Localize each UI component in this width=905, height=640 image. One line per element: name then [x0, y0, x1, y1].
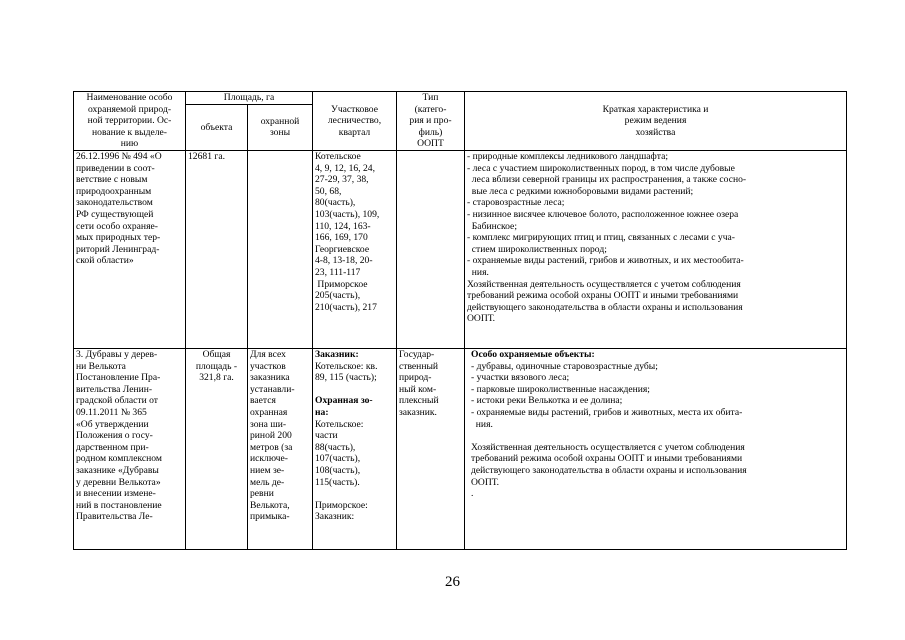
header-name: Наименование особо охраняемой природ- ной территории. Ос- нование к выделе- нию: [74, 92, 186, 151]
protected-areas-table: [73, 91, 847, 550]
row1-description: - природные комплексы ледникового ландшафта; - леса с участием широколиственных пород, в том числе дубовые леса вблизи северной границы их распространения, а также сосно- вые леса с редкими южноборовыми видами растений; - старовозрастные леса; - низинное висячее ключевое болото, расположенное южнее озера Бабинское; - комплекс мигрирующих птиц и птиц, связанных с лесами с уча- стием широколиственных пород; - охраняемые виды растений, грибов и животных, и их местообита- ния. Хозяйственная деятельность осуществляется с учетом соблюдения требований режима особой охраны ООПТ и иными требованиями действующего законодательства в области охраны и использования ООПТ.: [465, 150, 847, 348]
row1-area-buffer: [248, 150, 313, 348]
page-number: 26: [445, 574, 460, 590]
row2-type: Государ- ственный природ- ный ком- плексный заказник.: [397, 348, 465, 549]
header-type: Тип (катего- рия и про- филь) ООПТ: [397, 92, 465, 151]
header-description: Краткая характеристика и режим ведения хозяйства: [465, 92, 847, 151]
table-row: [74, 348, 847, 549]
row1-forestry: Котельское 4, 9, 12, 16, 24, 27-29, 37, 38, 50, 68, 80(часть), 103(часть), 109, 110, 124, 163- 166, 169, 170 Георгиевское 4-8, 13-18, 20- 23, 111-117 Приморское 205(часть), 210(часть), 217: [313, 150, 397, 348]
row2-forestry: Заказник: Котельское: кв. 89, 115 (часть); Охранная зо- на: Котельское: части 88(часть), 107(часть), 108(часть), 115(часть). Приморское: Заказник:: [313, 348, 397, 549]
table-header-row-1: [74, 92, 847, 105]
row2-area-buffer: Для всех участков заказника устанавли- вается охранная зона ши- риной 200 метров (за исключе- нием зе- мель де- ревни Велькота, примыка-: [248, 348, 313, 549]
header-area-buffer: охранной зоны: [248, 105, 313, 151]
row1-type: [397, 150, 465, 348]
header-area-object: объекта: [186, 105, 248, 151]
row1-name: 26.12.1996 № 494 «О приведении в соот- ветствие с новым природоохранным законодательством РФ существующей сети особо охраняе- мых природных тер- риторий Ленинград- ской области»: [74, 150, 186, 348]
row2-name: 3. Дубравы у дерев- ни Велькота Постановление Пра- вительства Ленин- градской области от 09.11.2011 № 365 «Об утверждении Положения о госу- дарственном при- родном комплексном заказнике «Дубравы у деревни Велькота» и внесении измене- ний в постановление Правительства Ле-: [74, 348, 186, 549]
table-row: [74, 150, 847, 348]
row2-area-object: Общая площадь - 321,8 га.: [186, 348, 248, 549]
row2-description: Особо охраняемые объекты: - дубравы, одиночные старовозрастные дубы; - участки вязового леса; - парковые широколиственные насаждения; - истоки реки Велькотка и ее долина; - охраняемые виды растений, грибов и животных, места их обита- ния. Хозяйственная деятельность осуществляется с учетом соблюдения требований режима особой охраны ООПТ и иными требованиями действующего законодательства в области охраны и использования ООПТ. .: [465, 348, 847, 549]
row1-area-object: 12681 га.: [186, 150, 248, 348]
header-forestry: Участковое лесничество, квартал: [313, 92, 397, 151]
header-area-group: Площадь, га: [186, 92, 313, 105]
